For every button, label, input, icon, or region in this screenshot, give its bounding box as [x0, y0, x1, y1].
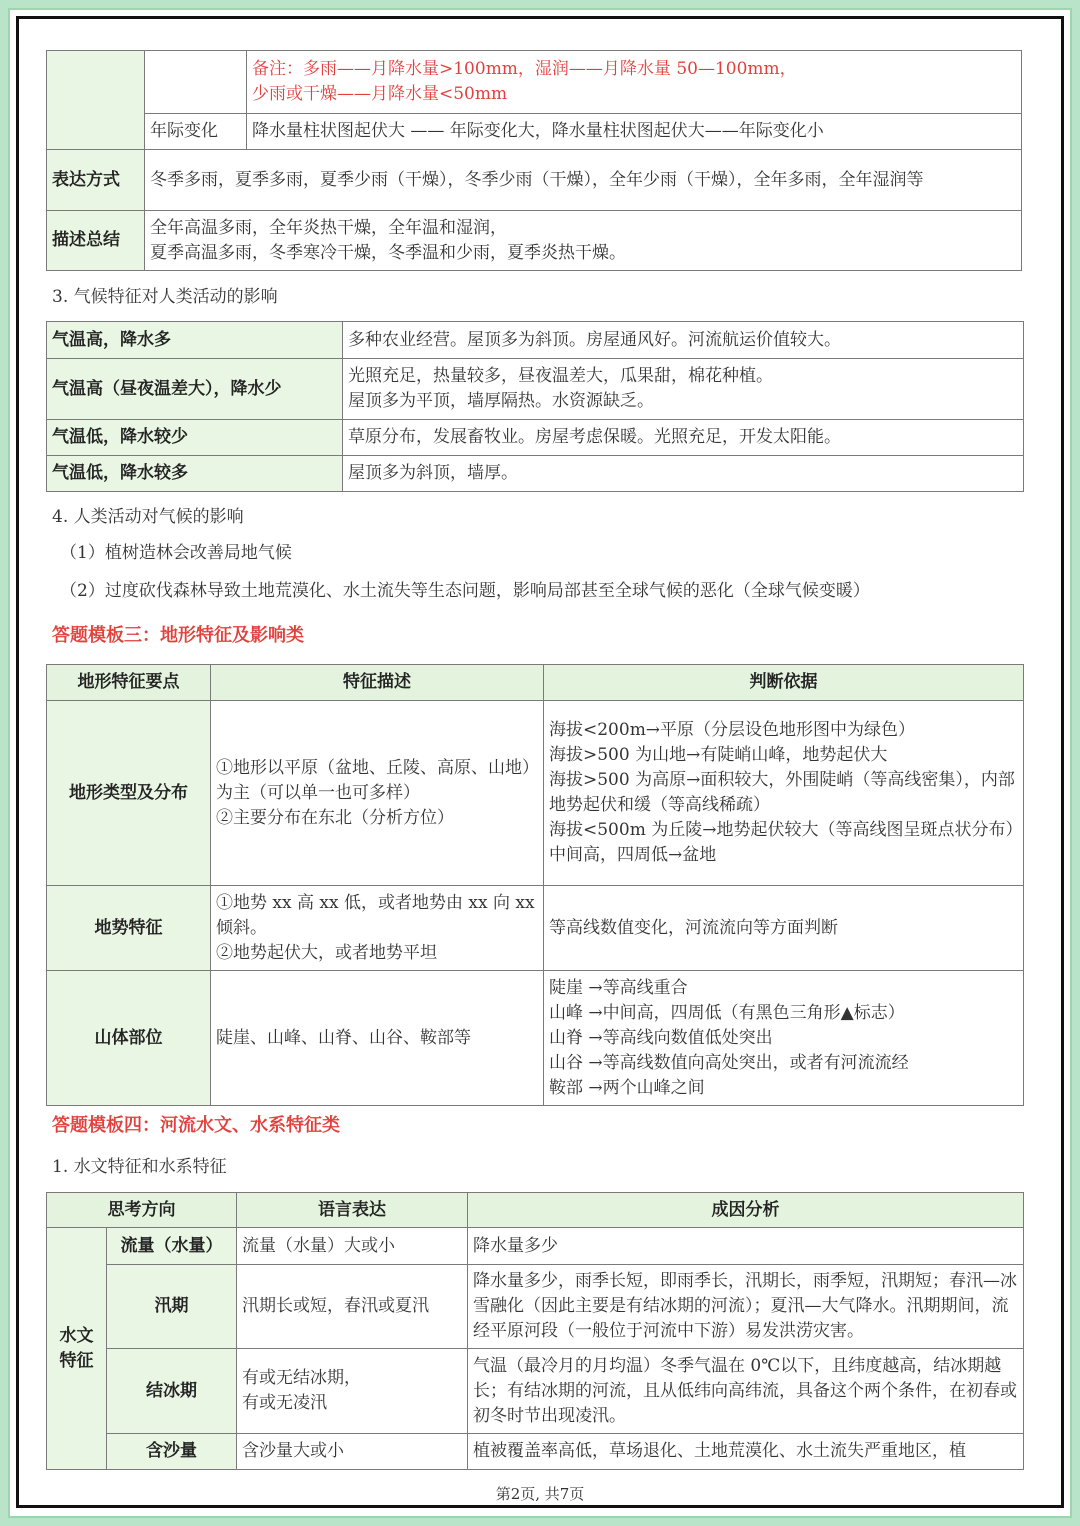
impact-row-text: 草原分布，发展畜牧业。房屋考虑保暖。光照充足，开发太阳能。: [343, 420, 1024, 456]
expression-label: 表达方式: [47, 150, 145, 211]
terrain-table: [46, 664, 1024, 1106]
section-3-title: 3. 气候特征对人类活动的影响: [52, 287, 278, 307]
hydrology-expr: 汛期长或短，春汛或夏汛: [237, 1265, 468, 1349]
basis-line: 海拔>500 为山地→有陡峭山峰，地势起伏大: [549, 745, 888, 765]
basis-line: 鞍部 →两个山峰之间: [549, 1077, 705, 1098]
terrain-basis: 等高线数值变化，河流流向等方面判断: [544, 886, 1024, 971]
page-number: 第2页, 共7页: [495, 1485, 585, 1503]
hydrology-cause: 气温（最冷月的月均温）冬季气温在 0℃以下，且纬度越高，结冰期越长；有结冰期的河流，且从低纬向高纬流，具备这个两个条件，在初春或初冬时节出现凌汛。: [468, 1349, 1024, 1434]
column-header: 判断依据: [544, 665, 1024, 701]
column-header: 地形特征要点: [47, 665, 211, 701]
hydrology-group-label: [47, 1228, 107, 1470]
terrain-row-label: 山体部位: [47, 971, 211, 1106]
impact-row-label: 气温低，降水较多: [47, 456, 343, 492]
climate-impact-table: [46, 321, 1024, 492]
column-header: 语言表达: [237, 1193, 468, 1228]
hydrology-row-label: 结冰期: [107, 1349, 237, 1434]
desc-line: ①地势 xx 高 xx 低，或者地势由 xx 向 xx 倾斜。: [216, 892, 535, 938]
note-cell: [247, 51, 1022, 114]
merged-cell: [47, 51, 145, 150]
summary-cell: [145, 211, 1022, 271]
group-label-line: 特征: [59, 1350, 94, 1371]
expression-text: 冬季多雨，夏季多雨，夏季少雨（干燥），冬季少雨（干燥），全年少雨（干燥），全年多雨，全年湿润等: [145, 150, 1022, 211]
summary-line-2: 夏季高温多雨，冬季寒冷干燥，冬季温和少雨，夏季炎热干燥。: [150, 242, 626, 263]
impact-row-label: 气温高（昼夜温差大），降水少: [47, 359, 343, 420]
hydrology-expr: 含沙量大或小: [237, 1434, 468, 1470]
group-label-line: 水文: [59, 1325, 94, 1346]
desc-line: ②地势起伏大，或者地势平坦: [216, 942, 437, 963]
impact-row-text: 屋顶多为斜顶，墙厚。: [343, 456, 1024, 492]
hydrology-row-label: 流量（水量）: [107, 1228, 237, 1265]
column-header: 成因分析: [468, 1193, 1024, 1228]
interannual-label: 年际变化: [145, 114, 247, 150]
hydrology-cause: 降水量多少: [468, 1228, 1024, 1265]
impact-row-line: 光照充足，热量较多，昼夜温差大，瓜果甜，棉花种植。: [348, 366, 773, 386]
section-4-title: 4. 人类活动对气候的影响: [52, 507, 244, 527]
basis-line: 山谷 →等高线数值向高处突出，或者有河流流经: [549, 1052, 909, 1073]
desc-line: ②主要分布在东北（分析方位）: [216, 807, 454, 828]
hydrology-row-label: 汛期: [107, 1265, 237, 1349]
basis-line: 陡崖 →等高线重合: [549, 977, 688, 998]
terrain-desc: 陡崖、山峰、山脊、山谷、鞍部等: [211, 971, 544, 1106]
template-3-heading: 答题模板三：地形特征及影响类: [52, 625, 304, 646]
terrain-desc: [211, 886, 544, 971]
terrain-row-label: 地形类型及分布: [47, 701, 211, 886]
impact-row-text: 多种农业经营。屋顶多为斜顶。房屋通风好。河流航运价值较大。: [343, 322, 1024, 359]
impact-row-line: 屋顶多为平顶，墙厚隔热。水资源缺乏。: [348, 391, 654, 411]
empty-cell: [145, 51, 247, 114]
section-4-item-1: （1）植树造林会改善局地气候: [60, 543, 292, 563]
impact-row-label: 气温低，降水较少: [47, 420, 343, 456]
hydrology-table: [46, 1192, 1024, 1470]
hydrology-cause: 降水量多少，雨季长短，即雨季长，汛期长，雨季短，汛期短；春汛—冰雪融化（因此主要是有结冰期的河流）；夏汛—大气降水。汛期期间，流经平原河段（一般位于河流中下游）易发洪涝灾害。: [468, 1265, 1024, 1349]
terrain-basis: [544, 701, 1024, 886]
template-4-heading: 答题模板四：河流水文、水系特征类: [52, 1115, 340, 1136]
terrain-desc: [211, 701, 544, 886]
basis-line: 山脊 →等高线向数值低处突出: [549, 1027, 773, 1048]
column-header: 特征描述: [211, 665, 544, 701]
impact-row-text: [343, 359, 1024, 420]
desc-line: ①地形以平原（盆地、丘陵、高原、山地）为主（可以单一也可多样）: [216, 757, 531, 803]
precipitation-table: [46, 50, 1022, 271]
hydrology-expr: [237, 1349, 468, 1434]
hydrology-row-label: 含沙量: [107, 1434, 237, 1470]
expr-line: 有或无结冰期，: [242, 1368, 361, 1388]
column-header: 思考方向: [47, 1193, 237, 1228]
expr-line: 有或无凌汛: [242, 1393, 327, 1413]
basis-line: 中间高，四周低→盆地: [549, 845, 717, 865]
note-line-1: 备注：多雨——月降水量>100mm，湿润——月降水量 50—100mm，: [252, 59, 797, 79]
terrain-row-label: 地势特征: [47, 886, 211, 971]
terrain-basis: [544, 971, 1024, 1106]
summary-label: 描述总结: [47, 211, 145, 271]
basis-line: 海拔>500 为高原→面积较大，外围陡峭（等高线密集），内部地势起伏和缓（等高线稀疏）: [549, 770, 1015, 815]
hydrology-cause: 植被覆盖率高低，草场退化、土地荒漠化、水土流失严重地区，植: [468, 1434, 1024, 1470]
hydrology-expr: 流量（水量）大或小: [237, 1228, 468, 1265]
summary-line-1: 全年高温多雨，全年炎热干燥，全年温和湿润，: [150, 217, 507, 238]
interannual-text: 降水量柱状图起伏大 —— 年际变化大，降水量柱状图起伏大——年际变化小: [247, 114, 1022, 150]
basis-line: 山峰 →中间高，四周低（有黑色三角形▲标志）: [549, 1002, 905, 1023]
water-section-title: 1. 水文特征和水系特征: [52, 1157, 227, 1177]
note-line-2: 少雨或干燥——月降水量<50mm: [252, 84, 508, 104]
section-4-item-2: （2）过度砍伐森林导致土地荒漠化、水土流失等生态问题，影响局部甚至全球气候的恶化（全球气候变暖）: [60, 581, 870, 601]
impact-row-label: 气温高，降水多: [47, 322, 343, 359]
basis-line: 海拔<200m→平原（分层设色地形图中为绿色）: [549, 720, 916, 740]
basis-line: 海拔<500m 为丘陵→地势起伏较大（等高线图呈斑点状分布）: [549, 820, 1023, 840]
